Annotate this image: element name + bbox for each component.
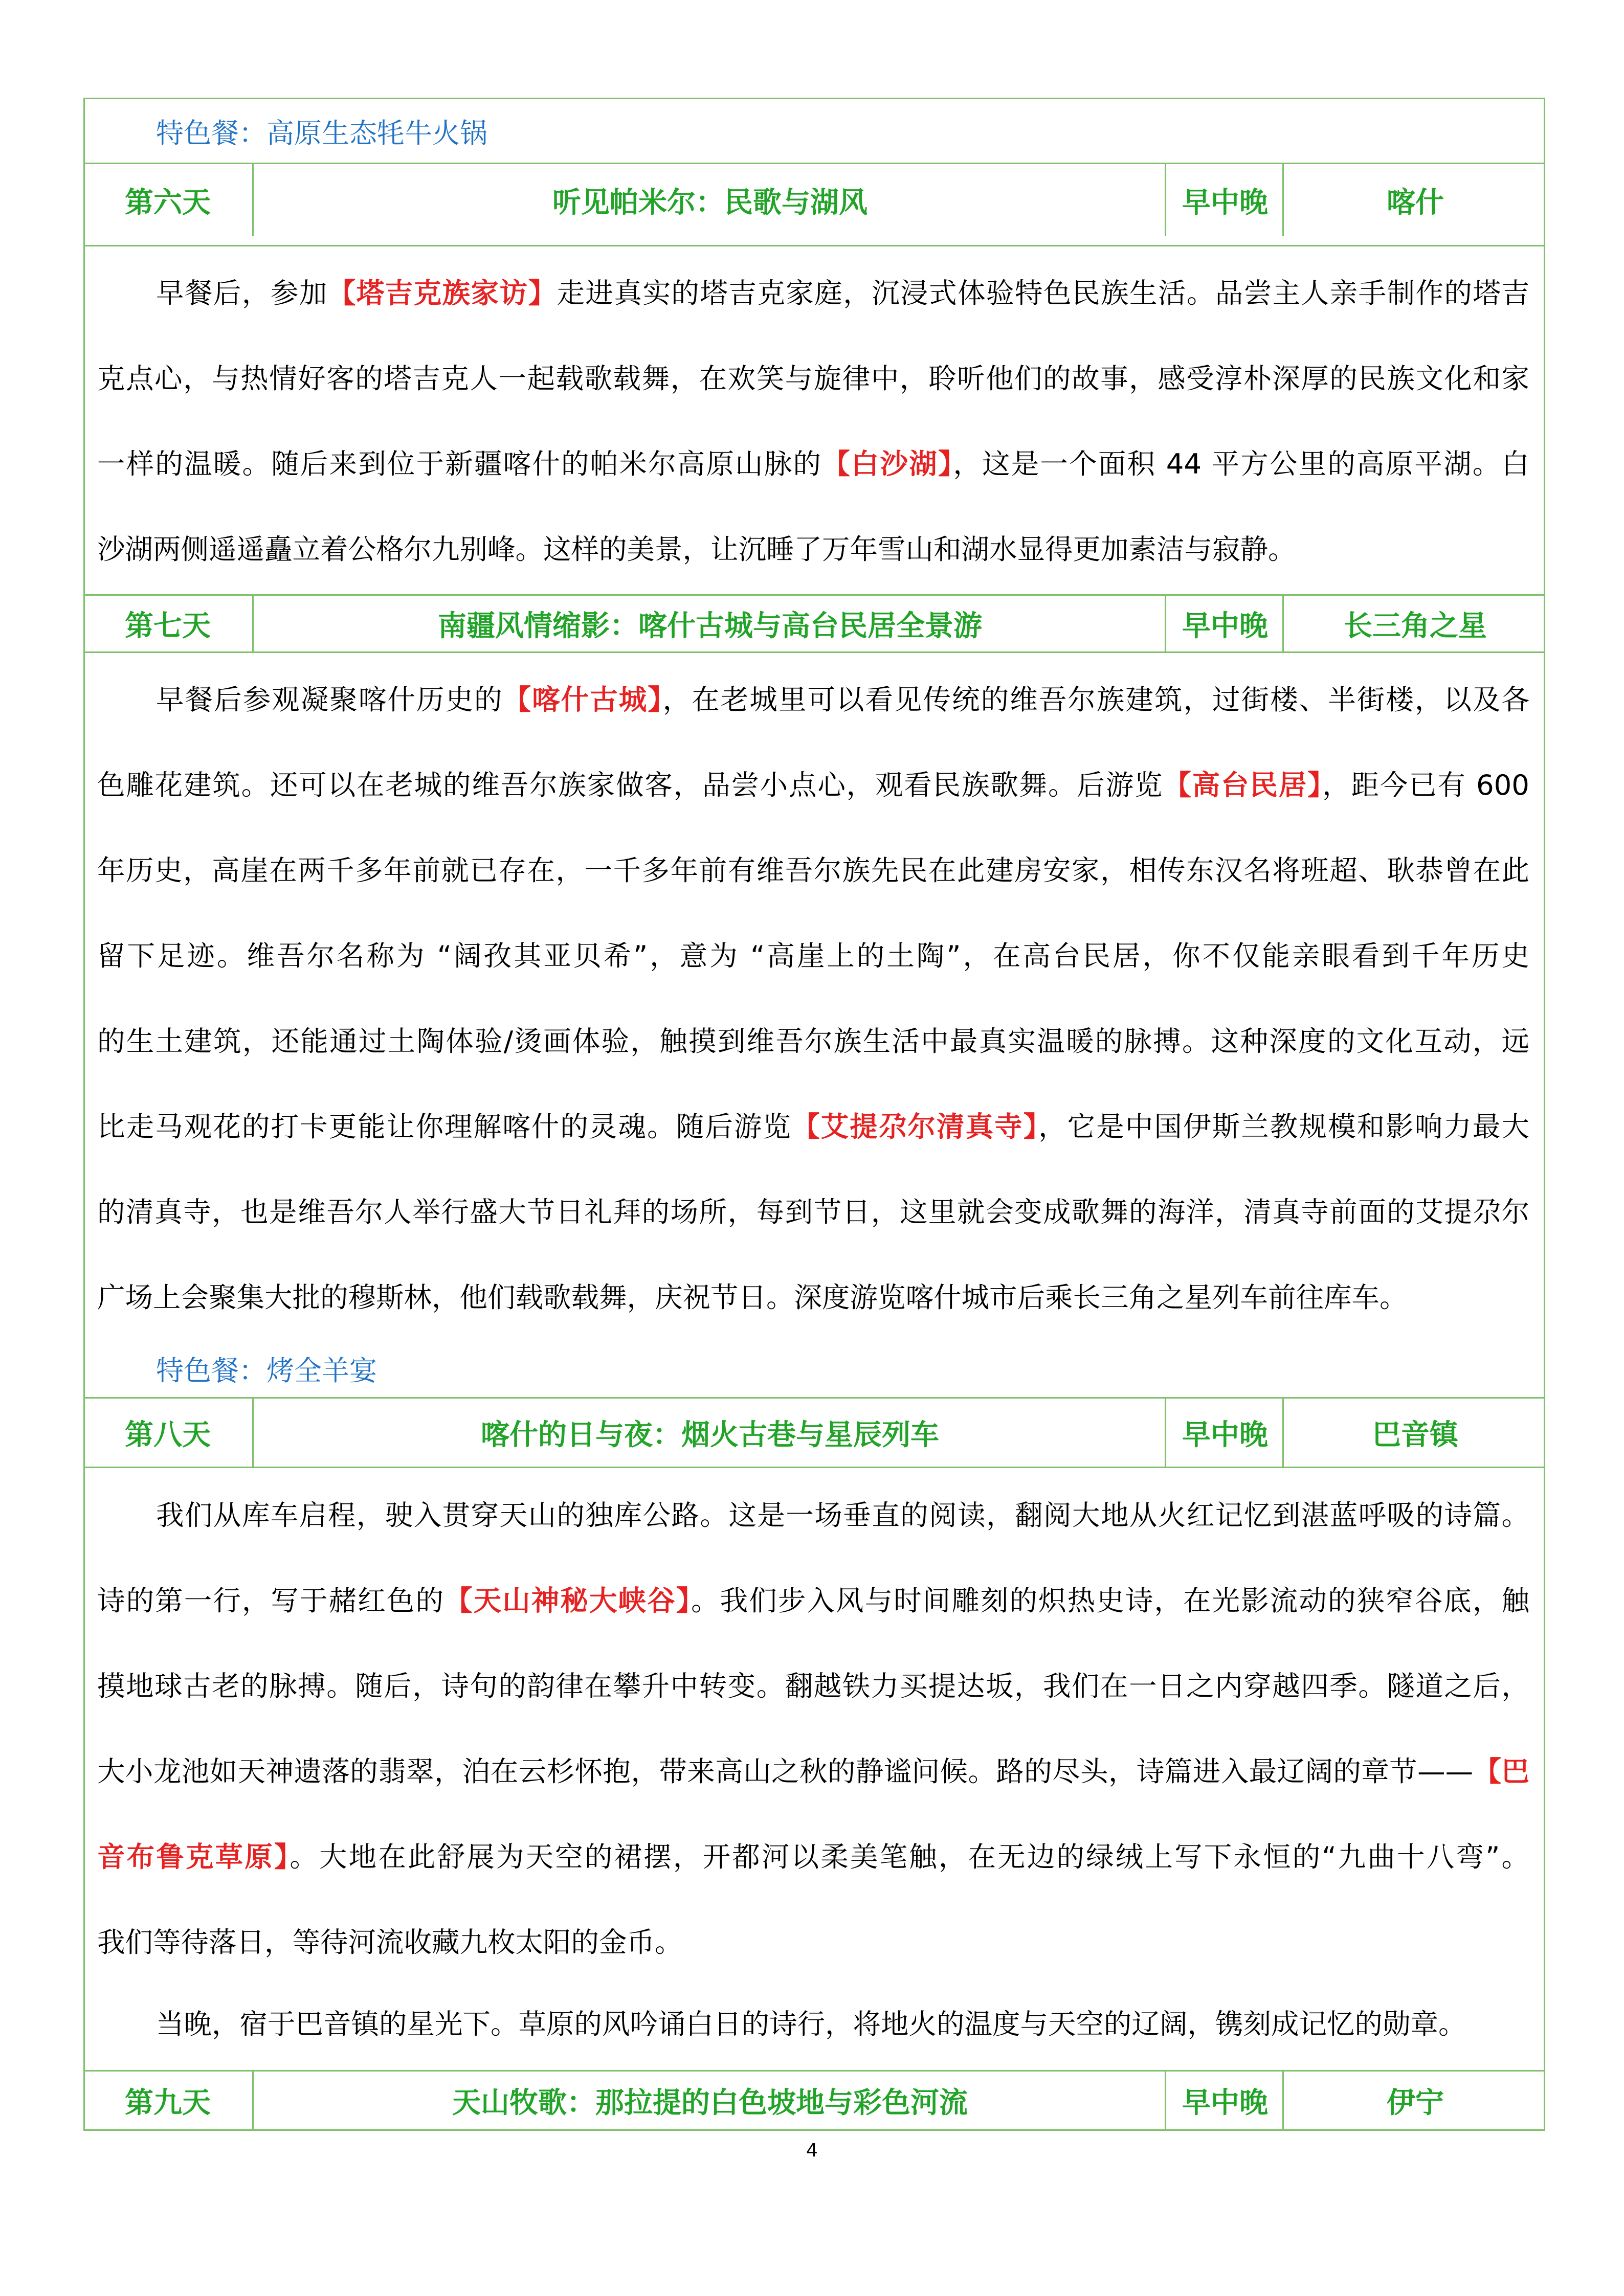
day-description <box>97 657 1529 1340</box>
day-label: 第八天 <box>125 1418 211 1452</box>
text-span: 比走马观花的打卡更能让你理解喀什的灵魂。随后游览 <box>97 1110 792 1143</box>
text-span: 留下足迹。维吾尔名称为 “阔孜其亚贝希”，意为 “高崖上的土陶”，在高台民居，你不仅能亲眼看到千年历史 <box>97 939 1529 972</box>
text-span: 大小龙池如天神遗落的翡翠，泊在云杉怀抱，带来高山之秋的静谧问候。路的尽头，诗篇进入最辽阔的章节—— <box>97 1755 1474 1788</box>
text-line <box>97 507 1529 592</box>
text-line <box>97 251 1529 336</box>
text-line <box>97 1473 1529 1558</box>
day-label: 第七天 <box>125 609 211 643</box>
day-header-row <box>83 164 1545 236</box>
text-line <box>97 336 1529 421</box>
specialty-meal-note: 特色餐：烤全羊宴 <box>156 1355 377 1387</box>
text-span: ，距今已有 600 <box>1322 769 1529 801</box>
text-line <box>97 1169 1529 1255</box>
highlighted-attraction: 【天山神秘大峡谷】 <box>444 1584 692 1617</box>
stay-location: 长三角之星 <box>1282 596 1547 651</box>
text-span: ，它是中国伊斯兰教规模和影响力最大 <box>1038 1110 1529 1143</box>
row-divider <box>83 245 1545 246</box>
table-top-border <box>83 98 1545 99</box>
text-line <box>97 742 1529 828</box>
meals-label: 早中晚 <box>1165 596 1284 651</box>
meals-label: 早中晚 <box>1165 1399 1284 1467</box>
highlighted-attraction: 音布鲁克草原】 <box>97 1840 290 1873</box>
text-span: 当晚，宿于巴音镇的星光下。草原的风吟诵白日的诗行，将地火的温度与天空的辽阔，镌刻成记忆的勋章。 <box>156 2008 1466 2040</box>
specialty-meal-note: 特色餐：高原生态牦牛火锅 <box>156 117 487 149</box>
text-line <box>97 913 1529 999</box>
text-line <box>97 1729 1529 1814</box>
text-span: ，这是一个面积 44 平方公里的高原平湖。白 <box>953 447 1529 480</box>
text-span: 摸地球古老的脉搏。随后，诗句的韵律在攀升中转变。翻越铁力买提达坂，我们在一日之内穿越四季。隧道之后， <box>97 1670 1529 1702</box>
text-line <box>97 828 1529 913</box>
day-title: 听见帕米尔：民歌与湖风 <box>252 164 1166 236</box>
text-span: 色雕花建筑。还可以在老城的维吾尔族家做客，品尝小点心，观看民族歌舞。后游览 <box>97 769 1164 801</box>
row-divider <box>83 651 1545 653</box>
text-span: 克点心，与热情好客的塔吉克人一起载歌载舞，在欢笑与旋律中，聆听他们的故事，感受淳朴深厚的民族文化和家 <box>97 362 1529 395</box>
text-span: 沙湖两侧遥遥矗立着公格尔九别峰。这样的美景，让沉睡了万年雪山和湖水显得更加素洁与寂静。 <box>97 533 1296 566</box>
highlighted-attraction: 【艾提尕尔清真寺】 <box>792 1110 1039 1143</box>
day-label: 第九天 <box>125 2086 211 2120</box>
highlighted-attraction: 【高台民居】 <box>1163 769 1323 801</box>
text-span: 我们从库车启程，驶入贯穿天山的独库公路。这是一场垂直的阅读，翻阅大地从火红记忆到湛蓝呼吸的诗篇。 <box>156 1499 1529 1532</box>
text-line <box>97 999 1529 1084</box>
stay-location: 巴音镇 <box>1282 1399 1547 1467</box>
text-line <box>97 421 1529 507</box>
day-description <box>97 1982 1529 2067</box>
day-title: 南疆风情缩影：喀什古城与高台民居全景游 <box>252 596 1166 651</box>
text-span: 。大地在此舒展为天空的裙摆，开都河以柔美笔触，在无边的绿绒上写下永恒的“九曲十八弯”。 <box>290 1840 1529 1873</box>
day-description <box>97 251 1529 592</box>
text-span: 一样的温暖。随后来到位于新疆喀什的帕米尔高原山脉的 <box>97 447 822 480</box>
highlighted-attraction: 【塔吉克族家访】 <box>327 277 557 309</box>
text-line <box>97 1558 1529 1644</box>
text-span: 广场上会聚集大批的穆斯林，他们载歌载舞，庆祝节日。深度游览喀什城市后乘长三角之星列车前往库车。 <box>97 1281 1408 1314</box>
stay-location: 喀什 <box>1282 164 1547 236</box>
meals-label: 早中晚 <box>1165 2072 1284 2129</box>
text-line <box>97 1084 1529 1169</box>
text-span: 诗的第一行，写于赭红色的 <box>97 1584 445 1617</box>
day-header-row <box>83 2072 1545 2129</box>
highlighted-attraction: 【白沙湖】 <box>822 447 953 480</box>
highlighted-attraction: 【巴 <box>1473 1755 1529 1788</box>
text-line <box>97 1814 1529 1900</box>
page-number: 4 <box>806 2140 818 2161</box>
table-bottom-border <box>83 2129 1545 2131</box>
text-line <box>97 1900 1529 1985</box>
day-title: 喀什的日与夜：烟火古巷与星辰列车 <box>252 1399 1166 1467</box>
text-span: ，在老城里可以看见传统的维吾尔族建筑，过街楼、半街楼，以及各 <box>662 683 1529 716</box>
day-header-row <box>83 596 1545 651</box>
row-divider <box>83 1467 1545 1468</box>
text-span: 。我们步入风与时间雕刻的炽热史诗，在光影流动的狭窄谷底，触 <box>691 1584 1529 1617</box>
text-span: 走进真实的塔吉克家庭，沉浸式体验特色民族生活。品尝主人亲手制作的塔吉 <box>557 277 1529 309</box>
text-line <box>97 1255 1529 1340</box>
text-span: 年历史，高崖在两千多年前就已存在，一千多年前有维吾尔族先民在此建房安家，相传东汉名将班超、耿恭曾在此 <box>97 854 1529 887</box>
text-span: 早餐后，参加 <box>156 277 328 309</box>
stay-location: 伊宁 <box>1282 2072 1547 2129</box>
meals-label: 早中晚 <box>1165 164 1284 236</box>
day-title: 天山牧歌：那拉提的白色坡地与彩色河流 <box>252 2072 1166 2129</box>
text-span: 的清真寺，也是维吾尔人举行盛大节日礼拜的场所，每到节日，这里就会变成歌舞的海洋，清真寺前面的艾提尕尔 <box>97 1196 1529 1228</box>
text-span: 我们等待落日，等待河流收藏九枚太阳的金币。 <box>97 1926 683 1959</box>
text-span: 早餐后参观凝聚喀什历史的 <box>156 683 503 716</box>
highlighted-attraction: 【喀什古城】 <box>503 683 663 716</box>
text-line <box>97 657 1529 742</box>
text-line <box>97 1644 1529 1729</box>
text-span: 的生土建筑，还能通过土陶体验/烫画体验，触摸到维吾尔族生活中最真实温暖的脉搏。这种深度的文化互动，远 <box>97 1025 1529 1057</box>
day-header-row <box>83 1399 1545 1467</box>
text-line <box>97 1982 1529 2067</box>
day-description <box>97 1473 1529 1985</box>
day-label: 第六天 <box>125 186 211 219</box>
